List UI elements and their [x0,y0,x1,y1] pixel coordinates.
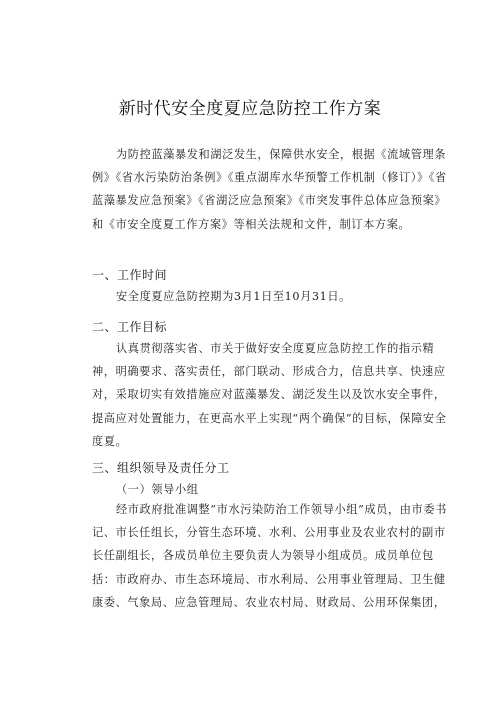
work-time-paragraph: 安全度夏应急防控期为3月1日至10月31日。 [116,290,351,303]
document-title: 新时代安全度夏应急防控工作方案 [118,99,382,119]
leading-group-paragraph: 经市政府批准调整“市水污染防治工作领导小组”成员，由市委书记、市长任组长，分管生态环境、水利、公用事业及农业农村的副市长任副组长，各成员单位主要负责人为领导小组成员。成员单位包括：市政府办、市生态环境局、市水利局、公用事业管理局、卫生健康委、气象局、应急管理局、农业农村局、财政局、公用环保集团， [92,503,447,609]
section-heading-organization: 三、组织领导及责任分工 [92,461,230,475]
intro-paragraph: 为防控蓝藻暴发和湖泛发生，保障供水安全，根据《流域管理条例》《省水污染防治条例》《重点湖库水华预警工作机制（修订）》《省蓝藻暴发应急预案》《省湖泛应急预案》《市突发事件总体应急预案》和《市安全度夏工作方案》等相关法规和文件，制订本方案。 [92,148,447,231]
work-goals-paragraph: 认真贯彻落实省、市关于做好安全度夏应急防控工作的指示精神，明确要求、落实责任，部门联动、形成合力，信息共享、快速应对，采取切实有效措施应对蓝藻暴发、湖泛发生以及饮水安全事件，提高应对处置能力，在更高水平上实现“两个确保”的目标，保障安全度夏。 [92,342,447,448]
section-heading-work-time: 一、工作时间 [92,268,168,282]
section-heading-work-goals: 二、工作目标 [92,320,168,334]
subsection-heading-leading-group: （一）领导小组 [116,483,199,496]
